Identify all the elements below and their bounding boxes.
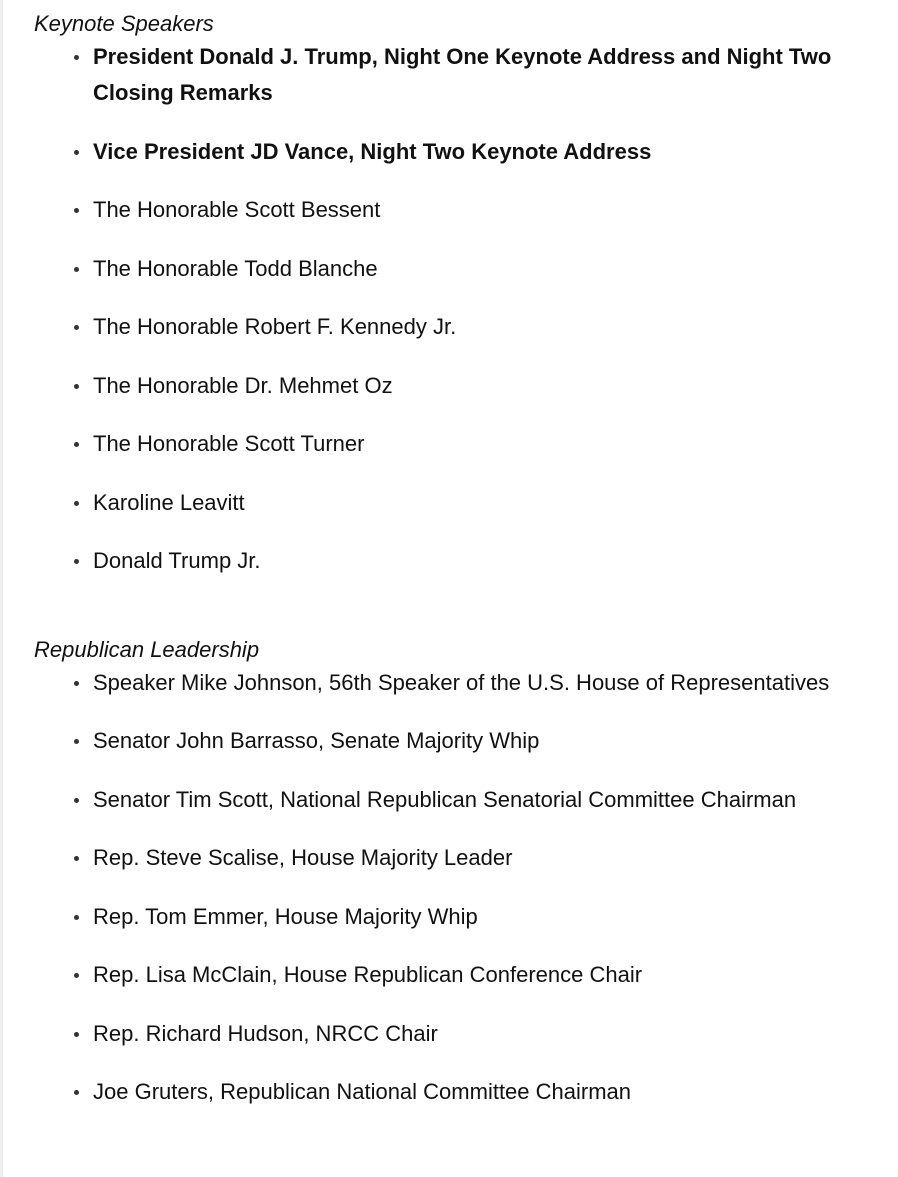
list-item: Senator Tim Scott, National Republican Senatorial Committee Chairman bbox=[34, 782, 884, 818]
section-spacer bbox=[34, 602, 884, 635]
list-item: Rep. Tom Emmer, House Majority Whip bbox=[34, 899, 884, 935]
speaker-list bbox=[34, 665, 884, 1111]
list-item: The Honorable Scott Turner bbox=[34, 426, 884, 462]
list-item: Joe Gruters, Republican National Committee Chairman bbox=[34, 1074, 884, 1110]
list-item: The Honorable Robert F. Kennedy Jr. bbox=[34, 309, 884, 345]
list-item: President Donald J. Trump, Night One Keynote Address and Night Two Closing Remarks bbox=[34, 39, 884, 111]
section-republican-leadership bbox=[34, 635, 884, 1111]
list-item: Vice President JD Vance, Night Two Keynote Address bbox=[34, 134, 884, 170]
section-heading: Republican Leadership bbox=[34, 636, 260, 662]
list-item: Donald Trump Jr. bbox=[34, 543, 884, 579]
list-item: The Honorable Todd Blanche bbox=[34, 251, 884, 287]
speaker-content bbox=[34, 9, 884, 1133]
section-keynote-speakers bbox=[34, 9, 884, 579]
list-item: Senator John Barrasso, Senate Majority Whip bbox=[34, 723, 884, 759]
left-border bbox=[0, 0, 3, 1177]
list-item: The Honorable Scott Bessent bbox=[34, 192, 884, 228]
list-item: Speaker Mike Johnson, 56th Speaker of the U.S. House of Representatives bbox=[34, 665, 884, 701]
list-item: Rep. Steve Scalise, House Majority Leader bbox=[34, 840, 884, 876]
section-heading: Keynote Speakers bbox=[34, 11, 214, 36]
list-item: Rep. Richard Hudson, NRCC Chair bbox=[34, 1016, 884, 1052]
list-item: Karoline Leavitt bbox=[34, 485, 884, 521]
speaker-list bbox=[34, 39, 884, 579]
list-item: The Honorable Dr. Mehmet Oz bbox=[34, 368, 884, 404]
list-item: Rep. Lisa McClain, House Republican Conference Chair bbox=[34, 957, 884, 993]
